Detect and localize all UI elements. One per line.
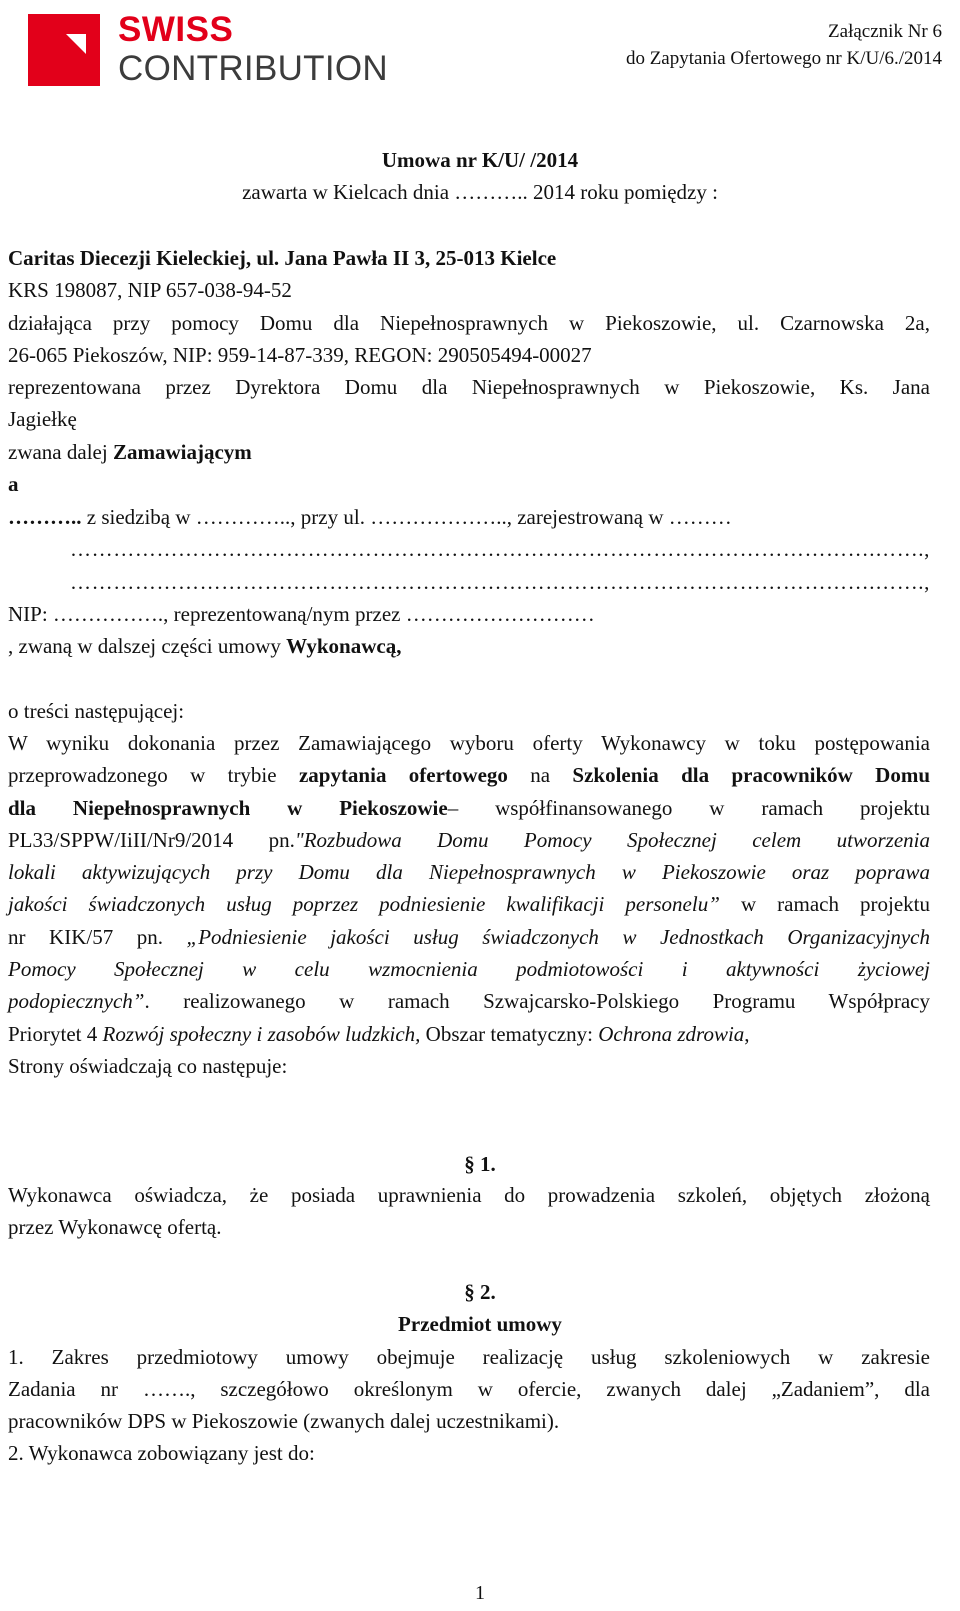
section2-item1-line2: Zadania nr ……., szczegółowo określonym w ofercie, zwanych dalej „Zadaniem”, dla xyxy=(8,1377,930,1401)
section1-number: § 1. xyxy=(464,1152,496,1176)
party1-name: Caritas Diecezji Kieleckiej, ul. Jana Pawła II 3, 25-013 Kielce xyxy=(8,246,557,270)
intro-line4 xyxy=(8,828,930,853)
page-number: 1 xyxy=(475,1582,485,1604)
section2-item1-line1: 1. Zakres przedmiotowy umowy obejmuje realizację usług szkoleniowych w zakresie xyxy=(8,1345,930,1369)
intro-l2c: na xyxy=(507,763,573,787)
party2-called-name: Wykonawcą, xyxy=(286,634,402,658)
intro-l10c: Obszar tematyczny: xyxy=(420,1022,599,1046)
intro-line6 xyxy=(8,892,930,917)
party1-rep-line1: reprezentowana przez Dyrektora Domu dla Niepełnosprawnych w Piekoszowie, Ks. Jana xyxy=(8,375,930,399)
section2-item2: 2. Wykonawca zobowiązany jest do: xyxy=(8,1441,315,1465)
logo-line1: SWISS xyxy=(118,10,234,49)
section1-line1: Wykonawca oświadcza, że posiada uprawnienia do prowadzenia szkoleń, objętych złożoną xyxy=(8,1183,930,1207)
intro-l10b: Rozwój społeczny i zasobów ludzkich, xyxy=(102,1022,421,1046)
intro-l10d: Ochrona zdrowia xyxy=(598,1022,745,1046)
intro-l9a: podopiecznych” xyxy=(8,989,145,1013)
intro-l2b: zapytania ofertowego xyxy=(298,763,508,787)
party2-nip-line: NIP: ……………., reprezentowaną/nym przez ……………………… xyxy=(8,602,595,626)
contract-subtitle: zawarta w Kielcach dnia ……….. 2014 roku pomiędzy : xyxy=(242,180,718,204)
party2-called-prefix: , zwaną w dalszej części umowy xyxy=(8,634,287,658)
section2-item1-line3: pracowników DPS w Piekoszowie (zwanych dalej uczestnikami). xyxy=(8,1409,560,1433)
intro-l9b: . realizowanego w ramach Szwajcarsko-Polskiego Programu Współpracy xyxy=(144,989,930,1013)
intro-l3a: dla Niepełnosprawnych w Piekoszowie xyxy=(8,796,448,820)
intro-line2 xyxy=(8,763,930,788)
logo-line2: CONTRIBUTION xyxy=(118,49,388,88)
intro-l4a: PL33/SPPW/IiII/Nr9/2014 pn. xyxy=(8,828,295,852)
party2-name-dots: ……….. xyxy=(8,505,82,529)
swiss-contribution-logo xyxy=(118,12,388,86)
section2-number: § 2. xyxy=(464,1280,496,1304)
party1-krs: KRS 198087, NIP 657-038-94-52 xyxy=(8,278,292,302)
contract-title: Umowa nr K/U/ /2014 xyxy=(381,148,579,172)
party1-rep-line2: Jagiełkę xyxy=(8,407,77,431)
intro-line10 xyxy=(8,1022,930,1047)
party1-called-prefix: zwana dalej xyxy=(8,440,113,464)
intro-line5: lokali aktywizujących przy Domu dla Niepełnosprawnych w Piekoszowie oraz poprawa xyxy=(8,860,930,884)
content-label: o treści następującej: xyxy=(8,699,185,723)
party1-called xyxy=(8,440,930,465)
intro-l7b: „Podniesienie jakości usług świadczonych w Jednostkach Organizacyjnych xyxy=(186,925,930,949)
intro-l10e: , xyxy=(744,1022,750,1046)
attachment-number: Załącznik Nr 6 xyxy=(828,21,942,42)
intro-l10a: Priorytet 4 xyxy=(8,1022,103,1046)
intro-line8: Pomocy Społecznej w celu wzmocnienia podmiotowości i aktywności życiowej xyxy=(8,957,930,981)
intro-l7a: nr KIK/57 pn. xyxy=(8,925,187,949)
party1-acting-line2: 26-065 Piekoszów, NIP: 959-14-87-339, REGON: 290505494-00027 xyxy=(8,343,592,367)
party2-line1-rest: z siedzibą w ………….., przy ul. ……………….., zarejestrowaną w ……… xyxy=(81,505,732,529)
intro-line11: Strony oświadczają co następuje: xyxy=(8,1054,288,1078)
swiss-contribution-logo-mark xyxy=(28,14,100,86)
section1-line2: przez Wykonawcę ofertą. xyxy=(8,1215,222,1239)
party2-line1 xyxy=(8,505,930,530)
party1-acting-line1: działająca przy pomocy Domu dla Niepełnosprawnych w Piekoszowie, ul. Czarnowska 2a, xyxy=(8,311,930,335)
attachment-reference: do Zapytania Ofertowego nr K/U/6./2014 xyxy=(625,48,942,69)
intro-l6b: w ramach projektu xyxy=(719,892,930,916)
attachment-note xyxy=(626,18,942,72)
party2-called xyxy=(8,634,930,659)
intro-line9 xyxy=(8,989,930,1014)
intro-l6a: jakości świadczonych usług poprzez podniesienie kwalifikacji personelu” xyxy=(8,892,720,916)
intro-l2d: Szkolenia dla pracowników Domu xyxy=(572,763,930,787)
intro-l3b: – współfinansowanego w ramach projektu xyxy=(447,796,930,820)
intro-l4b: "Rozbudowa Domu Pomocy Społecznej celem utworzenia xyxy=(294,828,930,852)
party2-line3: ………………………………………………………………………………………………….……., xyxy=(70,570,930,594)
conjunction-and: a xyxy=(8,472,19,496)
intro-line1: W wyniku dokonania przez Zamawiającego wyboru oferty Wykonawcy w toku postępowania xyxy=(8,731,930,755)
intro-l2a: przeprowadzonego w trybie xyxy=(8,763,299,787)
party1-called-name: Zamawiającym xyxy=(112,440,252,464)
section2-title: Przedmiot umowy xyxy=(398,1312,562,1336)
logo-triangle-icon xyxy=(28,14,100,86)
party2-line2: ………………………………………………………………………………………………….……., xyxy=(70,537,930,561)
intro-line7 xyxy=(8,925,930,950)
intro-line3 xyxy=(8,796,930,821)
